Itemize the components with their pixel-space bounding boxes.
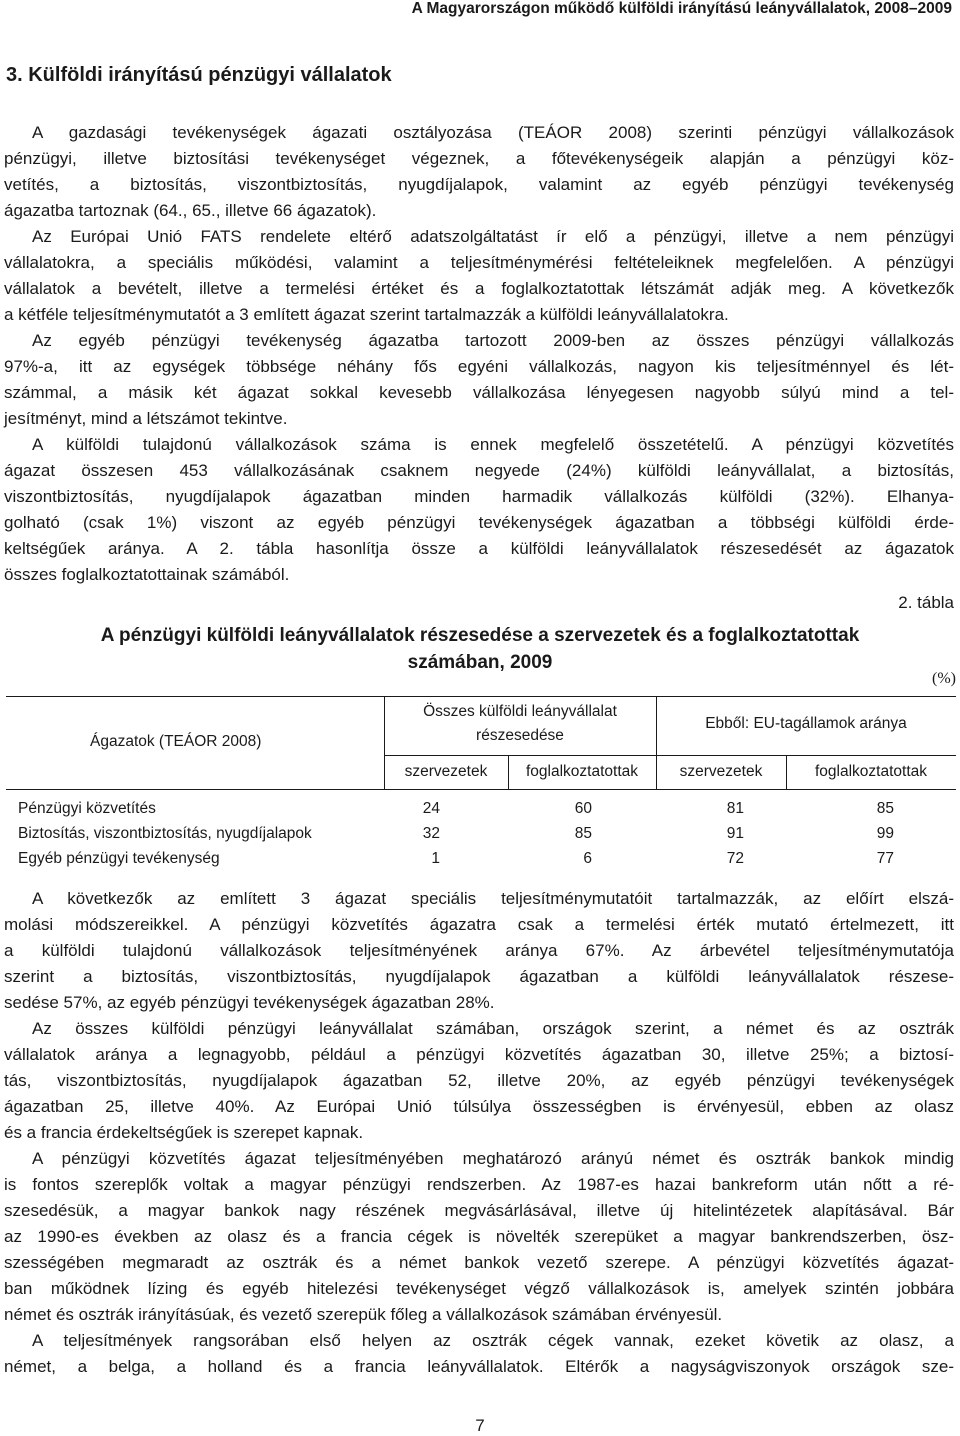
table-top-rule [6, 696, 956, 697]
table-row-label: Egyéb pénzügyi tevékenység [18, 850, 220, 867]
table-subcol-4: foglalkoztatottak [814, 763, 927, 780]
text-line: ágazatban 25, illetve 40%. Az Európai Unió túlsúlya összességben is érvényesül, ebben az olasz [4, 1097, 954, 1116]
text-line: szességében megmaradt az osztrák és a német bankok vezető szerepe. A pénzügyi közvetítés ágazat- [4, 1253, 954, 1272]
text-line: A külföldi tulajdonú vállalkozások száma is ennek megfelelő összetételű. A pénzügyi közvetítés [32, 435, 954, 454]
text-line: sedése 57%, az egyéb pénzügyi tevékenységek ágazatban 28%. [4, 993, 495, 1012]
text-line: A következők az említett 3 ágazat speciális teljesítménymutatóit tartalmazzák, az előírt elszá- [32, 889, 954, 908]
text-line: vállalatok aránya a legnagyobb, például a pénzügyi közvetítés ágazatban 30, illetve 25%; a biztosí- [4, 1045, 954, 1064]
table-cell: 72 [726, 850, 744, 867]
text-line: szesedésük, a magyar bankok nagy részének megvásárlásával, illetve új hitelintézetek alapításával. Bár [4, 1201, 954, 1220]
table-cell: 6 [583, 850, 592, 867]
text-line: viszontbiztosítás, nyugdíjalapok ágazatban minden harmadik vállalkozás külföldi (32%). Elhanya- [4, 487, 954, 506]
section-title: 3. Külföldi irányítású pénzügyi vállalatok [6, 64, 392, 86]
text-line: pénzügyi, illetve biztosítási tevékenységet végeznek, a főtevékenységeik alapján a pénzügyi köz- [4, 149, 954, 168]
text-line: a kétféle teljesítménymutatót a 3 említett ágazat szerint tartalmazzák a külföldi leányvállalatokra. [4, 305, 729, 324]
paragraph [4, 886, 954, 1016]
table-cell: 91 [726, 825, 744, 842]
page-number: 7 [475, 1416, 485, 1435]
paragraph [4, 1146, 954, 1328]
text-line: Az Európai Unió FATS rendelete eltérő adatszolgáltatást ír elő a pénzügyi, illetve a nem pénzügyi [32, 227, 954, 246]
table-row-header-label: Ágazatok (TEÁOR 2008) [90, 733, 262, 750]
text-line: 97%-a, itt az egységek többsége néhány fős egyéni vállalkozás, nagyon kis teljesítménnyel és lét- [4, 357, 954, 376]
text-line: ágazat összesen 453 vállalkozásának csaknem negyede (24%) külföldi leányvállalat, a biztosítás, [4, 461, 954, 480]
text-line: Az egyéb pénzügyi tevékenység ágazatba tartozott 2009-ben az összes pénzügyi vállalkozás [32, 331, 954, 350]
paragraph [4, 432, 954, 588]
table-cell: 85 [876, 800, 894, 817]
text-line: A pénzügyi közvetítés ágazat teljesítményében meghatározó arányú német és osztrák bankok mindig [32, 1149, 954, 1168]
text-line: jesítményt, mind a létszámot tekintve. [4, 409, 288, 428]
running-head: A Magyarországon működő külföldi irányítású leányvállalatok, 2008–2009 [411, 0, 952, 17]
text-line: keltségűek aránya. A 2. tábla hasonlítja össze a külföldi leányvállalatok részesedését az ágazatok [4, 539, 954, 558]
text-line: ágazatba tartoznak (64., 65., illetve 66 ágazatok). [4, 201, 377, 220]
table-cell: 99 [876, 825, 894, 842]
table-subcol-2: foglalkoztatottak [525, 763, 638, 780]
text-line: tás, viszontbiztosítás, nyugdíjalapok ágazatban 52, illetve 20%, az egyéb pénzügyi tevékenységek [4, 1071, 954, 1090]
paragraph [4, 224, 954, 328]
text-line: vállalatokra, a speciális működési, valamint a teljesítménymérési feltételeiknek megfelelően. A pénzügyi [4, 253, 954, 272]
text-line: Az összes külföldi pénzügyi leányvállalat számában, országok szerint, a német és az osztrák [32, 1019, 954, 1038]
body-text-top [4, 120, 954, 588]
table-cell: 77 [876, 850, 894, 867]
text-line: golható (csak 1%) viszont az egyéb pénzügyi tevékenységek ágazatban a többségi külföldi érde- [4, 513, 954, 532]
table-subcol-1: szervezetek [404, 763, 488, 780]
table-title-line2: számában, 2009 [407, 652, 553, 673]
text-line: A teljesítmények rangsorában első helyen az osztrák cégek vannak, ezeket követik az olasz, a [32, 1331, 954, 1350]
body-text-bottom [4, 886, 954, 1380]
text-line: német, a belga, a holland és a francia leányvállalatok. Eltérők a nagyságviszonyok országok sze- [4, 1357, 954, 1376]
table-group2-header: Ebből: EU-tagállamok aránya [705, 715, 907, 732]
table-group1-line1: Összes külföldi leányvállalat [423, 703, 617, 720]
text-line: A gazdasági tevékenységek ágazati osztályozása (TEÁOR 2008) szerinti pénzügyi vállalkozások [32, 123, 954, 142]
text-line: és a francia érdekeltségűek is szerepet kapnak. [4, 1123, 364, 1142]
text-line: ban működnek lízing és egyéb hitelezési tevékenységet végző vállalkozások is, amelyek szintén jobbára [4, 1279, 954, 1298]
table-cell: 24 [422, 800, 440, 817]
table-number: 2. tábla [898, 593, 954, 612]
table-cell: 32 [422, 825, 440, 842]
text-line: a külföldi tulajdonú vállalkozások teljesítményének aránya 67%. Az árbevétel teljesítménymutatója [4, 941, 954, 960]
table-row-label: Biztosítás, viszontbiztosítás, nyugdíjalapok [18, 825, 312, 842]
table-cell: 1 [431, 850, 440, 867]
text-line: számmal, a másik két ágazat sokkal kevesebb vállalkozása lényegesen nagyobb súlyú mind a tel- [4, 383, 954, 402]
text-line: is fontos szereplők voltak a magyar pénzügyi rendszerben. Az 1987-es hazai bankreform után nőtt a ré- [4, 1175, 954, 1194]
table-cell: 81 [726, 800, 744, 817]
text-line: vetítés, a biztosítás, viszontbiztosítás, nyugdíjalapok, valamint az egyéb pénzügyi tevékenység [4, 175, 954, 194]
table-header-bottom-rule [6, 789, 956, 790]
text-line: összes foglalkoztatottainak számából. [4, 565, 290, 584]
text-line: szerint a biztosítás, viszontbiztosítás, nyugdíjalapok ágazatban a külföldi leányvállalatok részese- [4, 967, 954, 986]
paragraph [4, 120, 954, 224]
paragraph [4, 328, 954, 432]
table-subcol-3: szervezetek [679, 763, 763, 780]
paragraph [4, 1016, 954, 1146]
text-line: német és osztrák irányításúak, és vezető szerepük főleg a vállalkozások számában érvényesül. [4, 1305, 723, 1324]
table-unit: (%) [932, 670, 956, 687]
table-title-line1: A pénzügyi külföldi leányvállalatok részesedése a szervezetek és a foglalkoztatottak [100, 625, 860, 646]
table-header-mid-rule [384, 755, 956, 756]
paragraph [4, 1328, 954, 1380]
table-row-label: Pénzügyi közvetítés [18, 800, 156, 817]
text-line: molási módszereikkel. A pénzügyi közvetítés ágazatra csak a termelési érték mutató értelmezett, itt [4, 915, 954, 934]
table-group1-line2: részesedése [476, 727, 564, 744]
table-cell: 85 [574, 825, 592, 842]
text-line: vállalatok a bevételt, illetve a termelési értéket és a foglalkoztatottak létszámát adják meg. A következők [4, 279, 954, 298]
table-cell: 60 [574, 800, 592, 817]
text-line: az 1990-es években az olasz és a francia cégek is növelték szerepüket a magyar bankrendszerben, ösz- [4, 1227, 954, 1246]
